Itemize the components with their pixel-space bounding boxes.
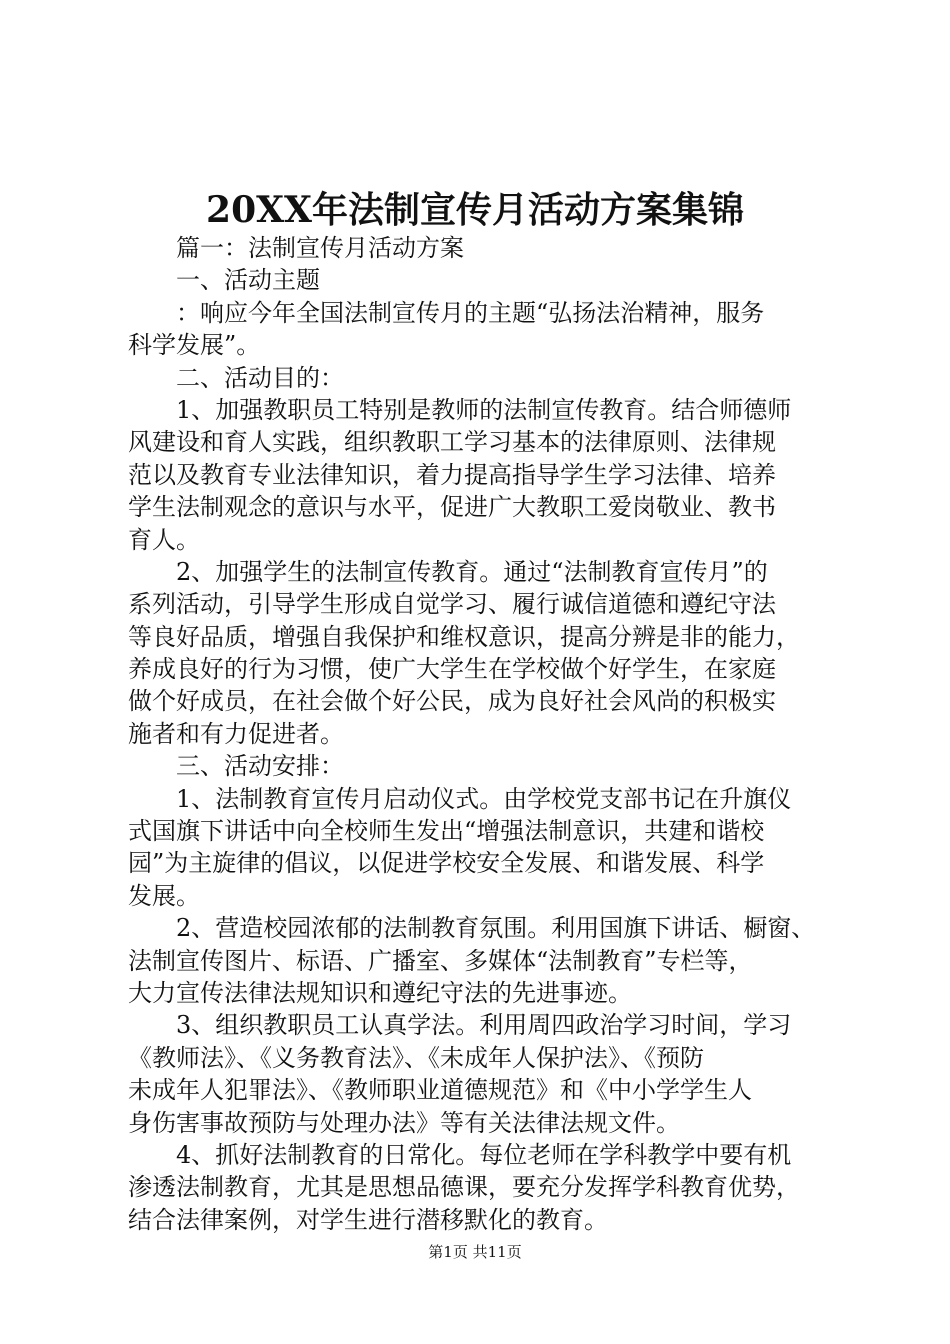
paragraph-line: 篇一：法制宣传月活动方案 xyxy=(176,234,464,262)
paragraph-line: 式国旗下讲话中向全校师生发出“增强法制意识，共建和谐校 xyxy=(128,817,765,846)
paragraph-line: 风建设和育人实践，组织教职工学习基本的法律原则、法律规 xyxy=(128,428,776,457)
paragraph-line: 结合法律案例，对学生进行潜移默化的教育。 xyxy=(128,1205,608,1234)
paragraph-line: 4、抓好法制教育的日常化。每位老师在学科教学中要有机 xyxy=(176,1140,792,1169)
paragraph-line: 三、活动安排： xyxy=(176,752,344,781)
paragraph-line: 未成年人犯罪法》、《教师职业道德规范》和《中小学学生人 xyxy=(128,1076,752,1105)
paragraph-line: 身伤害事故预防与处理办法》等有关法律法规文件。 xyxy=(128,1108,680,1137)
paragraph-line: 学生法制观念的意识与水平，促进广大教职工爱岗敬业、教书 xyxy=(128,493,776,522)
paragraph-line: 《教师法》、《义务教育法》、《未成年人保护法》、《预防 xyxy=(128,1043,704,1072)
paragraph-line: 园”为主旋律的倡议，以促进学校安全发展、和谐发展、科学 xyxy=(128,849,765,878)
paragraph-line: 二、活动目的： xyxy=(176,363,344,392)
paragraph-line: 3、组织教职员工认真学法。利用周四政治学习时间，学习 xyxy=(176,1011,792,1040)
paragraph-line: 大力宣传法律法规知识和遵纪守法的先进事迹。 xyxy=(128,978,632,1007)
paragraph-line: 2、营造校园浓郁的法制教育氛围。利用国旗下讲话、橱窗、 xyxy=(176,914,816,943)
document-title: 20XX年法制宣传月活动方案集锦 xyxy=(206,189,744,231)
paragraph-line: 范以及教育专业法律知识，着力提高指导学生学习法律、培养 xyxy=(128,460,776,489)
paragraph-line: 科学发展”。 xyxy=(128,331,261,360)
paragraph-line: 养成良好的行为习惯，使广大学生在学校做个好学生，在家庭 xyxy=(128,655,776,684)
document-body xyxy=(128,232,828,1236)
page-footer: 第1页 共11页 xyxy=(428,1243,522,1261)
paragraph-line: 施者和有力促进者。 xyxy=(128,719,344,748)
paragraph-line: 法制宣传图片、标语、广播室、多媒体“法制教育”专栏等， xyxy=(128,946,753,975)
paragraph-line: 1、法制教育宣传月启动仪式。由学校党支部书记在升旗仪 xyxy=(176,784,792,813)
paragraph-line: 渗透法制教育，尤其是思想品德课，要充分发挥学科教育优势， xyxy=(128,1173,800,1202)
paragraph-line: 2、加强学生的法制宣传教育。通过“法制教育宣传月”的 xyxy=(176,557,768,586)
paragraph-line: 等良好品质，增强自我保护和维权意识，提高分辨是非的能力， xyxy=(128,622,800,651)
paragraph-line: 1、加强教职员工特别是教师的法制宣传教育。结合师德师 xyxy=(176,395,792,424)
paragraph-line: 发展。 xyxy=(128,881,200,910)
paragraph-line: ：响应今年全国法制宣传月的主题“弘扬法治精神，服务 xyxy=(176,298,765,327)
paragraph-line: 育人。 xyxy=(128,525,200,554)
paragraph-line: 一、活动主题 xyxy=(176,266,320,295)
paragraph-line: 做个好成员，在社会做个好公民，成为良好社会风尚的积极实 xyxy=(128,687,776,716)
paragraph-line: 系列活动，引导学生形成自觉学习、履行诚信道德和遵纪守法 xyxy=(128,590,776,619)
